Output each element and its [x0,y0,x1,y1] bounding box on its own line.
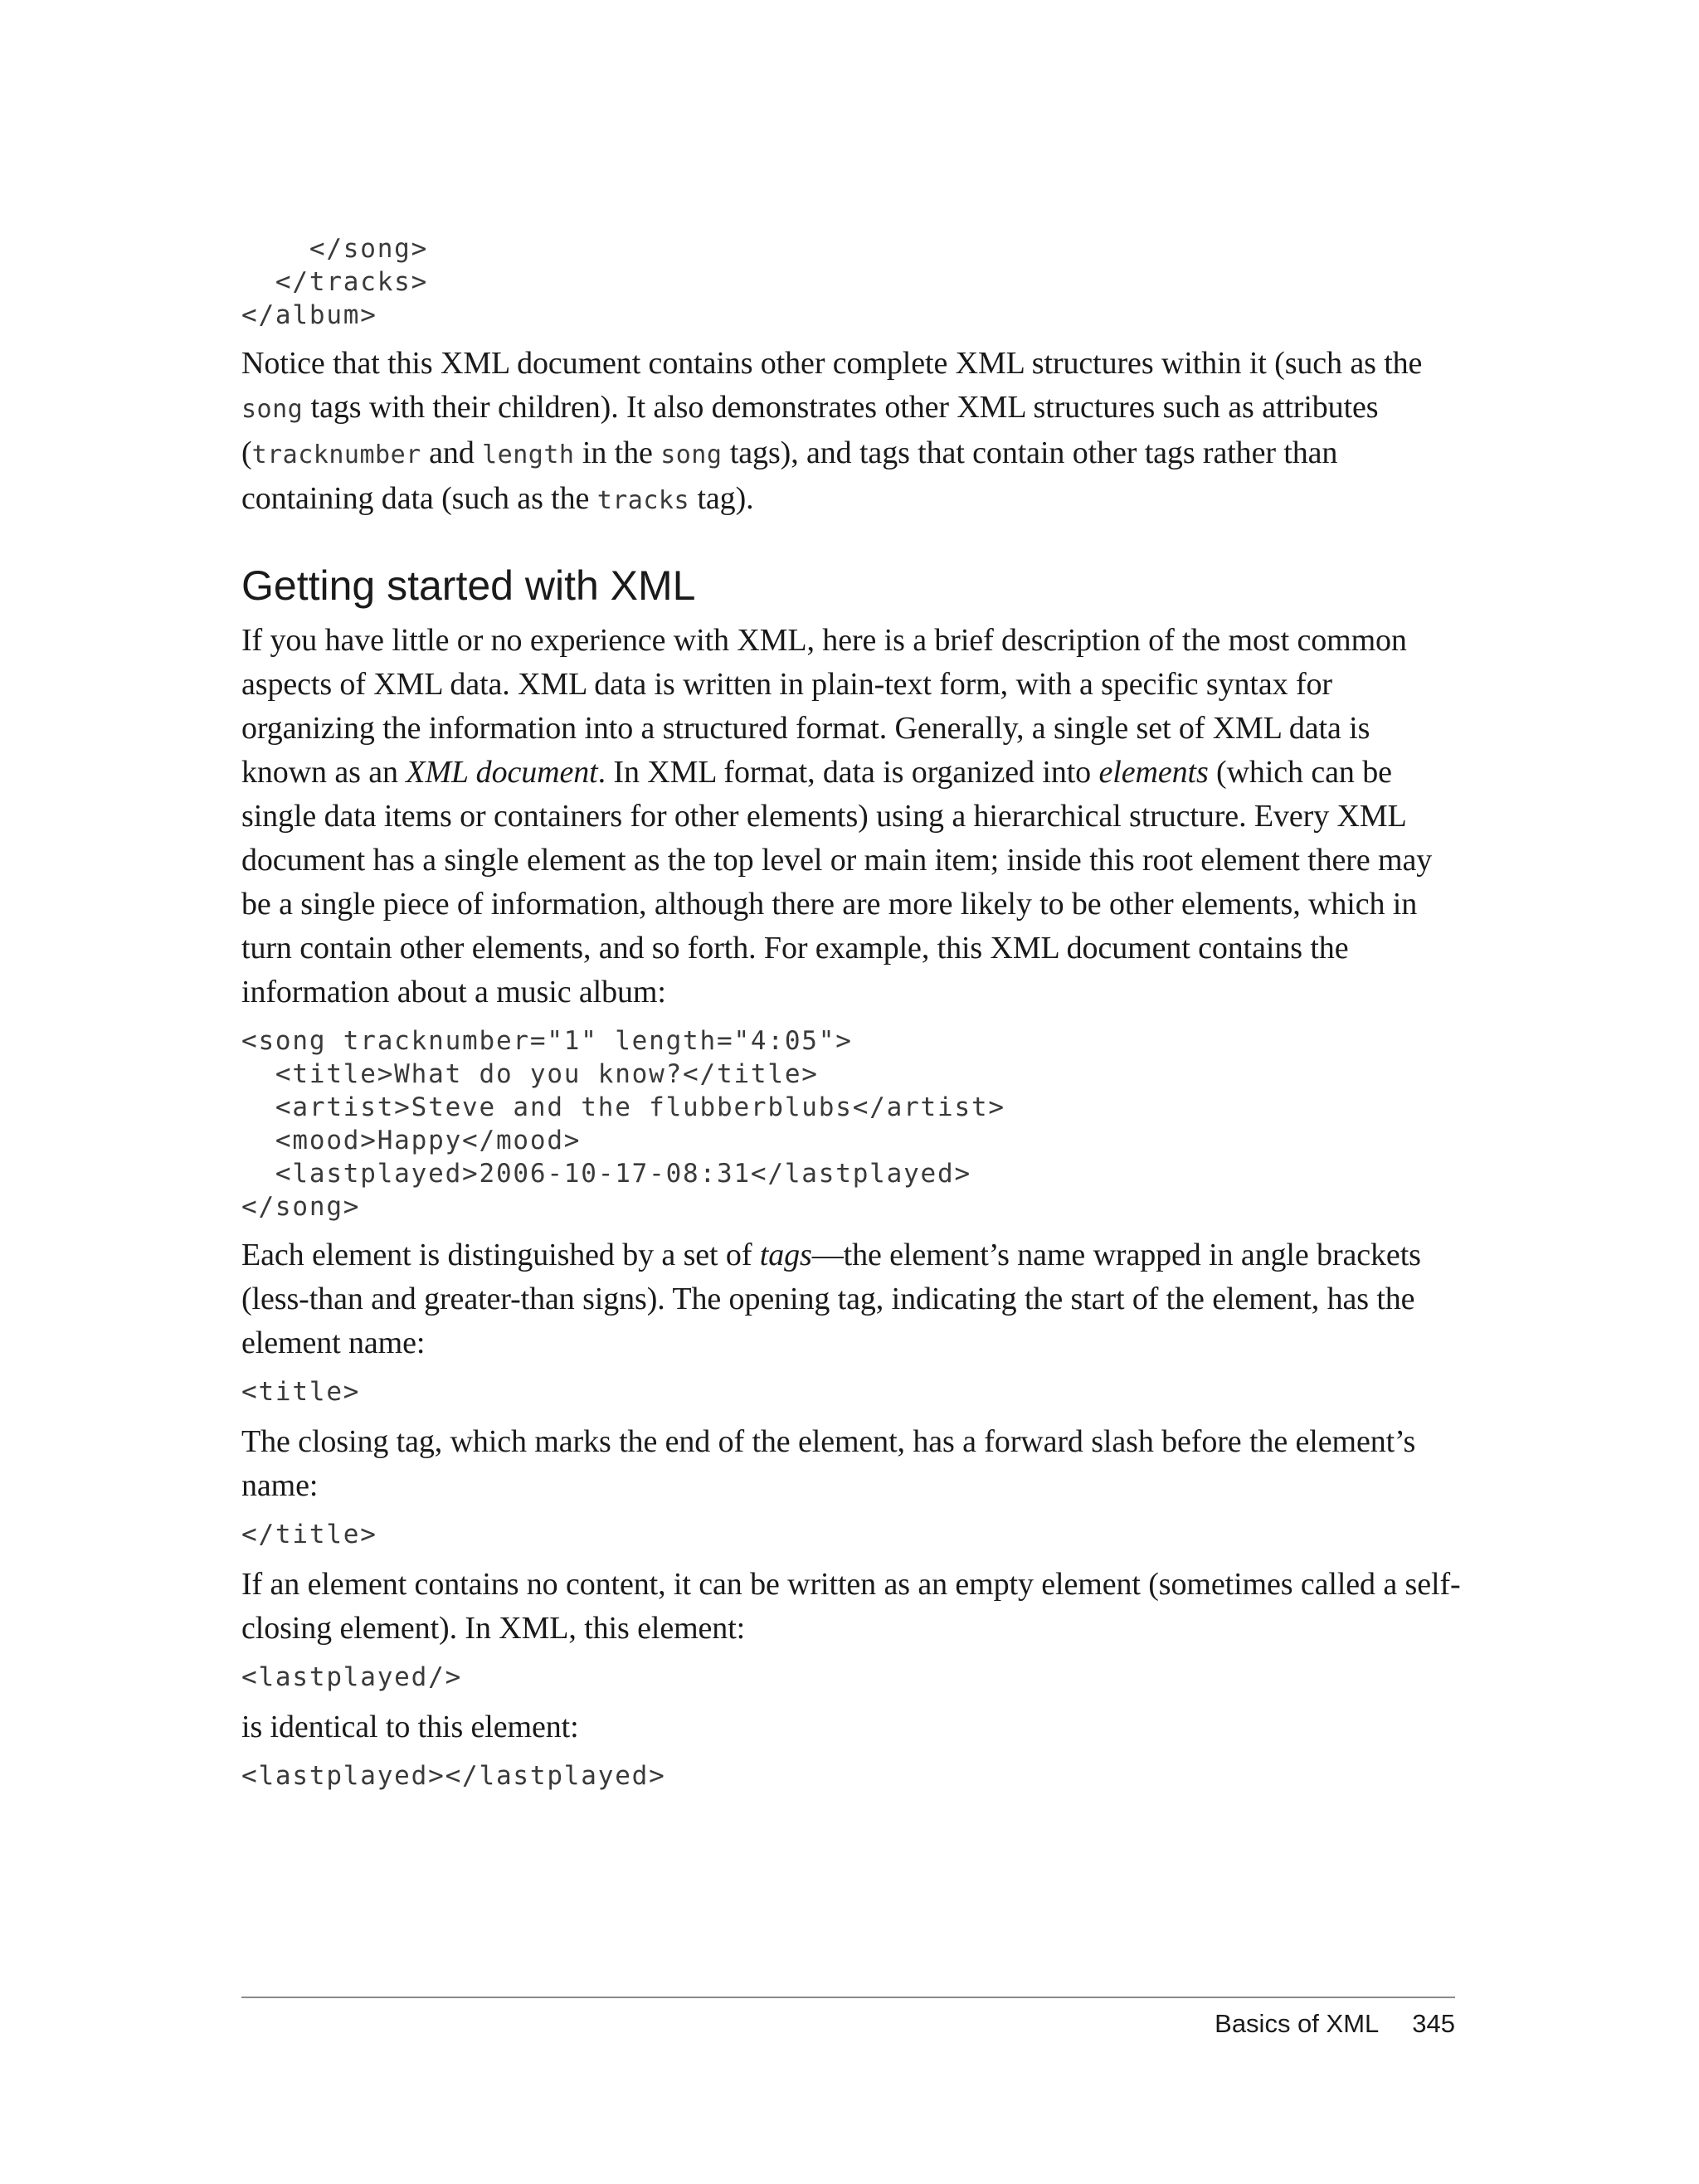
code-close-tag: </title> [241,1520,377,1549]
code-line: <mood>Happy</mood> [241,1126,582,1155]
code-open-tag: <title> [241,1377,361,1407]
code-line: <title>What do you know?</title> [241,1059,819,1089]
page-footer [1215,2009,1455,2039]
inline-code: song [660,440,723,469]
footer-divider [241,1997,1455,1998]
inline-code: tracknumber [251,440,421,469]
paragraph-closing-tag: The closing tag, which marks the end of the element, has a forward slash before the element’s name: [241,1424,1416,1503]
inline-code: tracks [596,486,690,515]
code-line: </song> [241,234,429,264]
code-empty-element: <lastplayed/> [241,1662,463,1692]
inline-code: song [241,395,304,424]
footer-section-title: Basics of XML [1215,2009,1380,2038]
code-block-closing-tags [241,232,1461,332]
code-element-pair: <lastplayed></lastplayed> [241,1761,666,1791]
paragraph-intro: If you have little or no experience with XML, here is a brief description of the most common aspects of XML data. XML data is written in plain-text form, with a specific syntax for organizing the information into a structured format. Generally, a single set of XML data is known as an XML document. In XML format, data is organized into elements (which can be single data items or containers for other elements) using a hierarchical structure. Every XML document has a single element as the top level or main item; inside this root element there may be a single piece of information, although there are more likely to be other elements, which in turn contain other elements, and so forth. For example, this XML document contains the information about a music album: [241,623,1433,1009]
code-line: </album> [241,300,377,330]
paragraph-tags: Each element is distinguished by a set of tags—the element’s name wrapped in angle brackets (less-than and greater-than signs). The opening tag, indicating the start of the element, has the element name: [241,1238,1421,1360]
paragraph-identical: is identical to this element: [241,1710,579,1744]
code-line: <lastplayed>2006-10-17-08:31</lastplayed> [241,1159,971,1189]
page-content [241,232,1461,1792]
code-line: <song tracknumber="1" length="4:05"> [241,1026,853,1056]
paragraph-empty-element: If an element contains no content, it can be written as an empty element (sometimes called a self-closing element). In XML, this element: [241,1567,1461,1646]
page-number: 345 [1412,2009,1455,2038]
code-block-song [241,1024,1461,1223]
code-line: </tracks> [241,267,429,297]
code-line: </song> [241,1192,361,1222]
code-line: <artist>Steve and the flubberblubs</artist> [241,1092,1005,1122]
inline-code: length [482,440,575,469]
paragraph-notice: Notice that this XML document contains other complete XML structures within it (such as the song tags with their children). It also demonstrates other XML structures such as attributes (tracknumber and length in the song tags), and tags that contain other tags rather than containing data (such as the tracks tag). [241,346,1423,516]
section-heading: Getting started with XML [241,562,696,609]
